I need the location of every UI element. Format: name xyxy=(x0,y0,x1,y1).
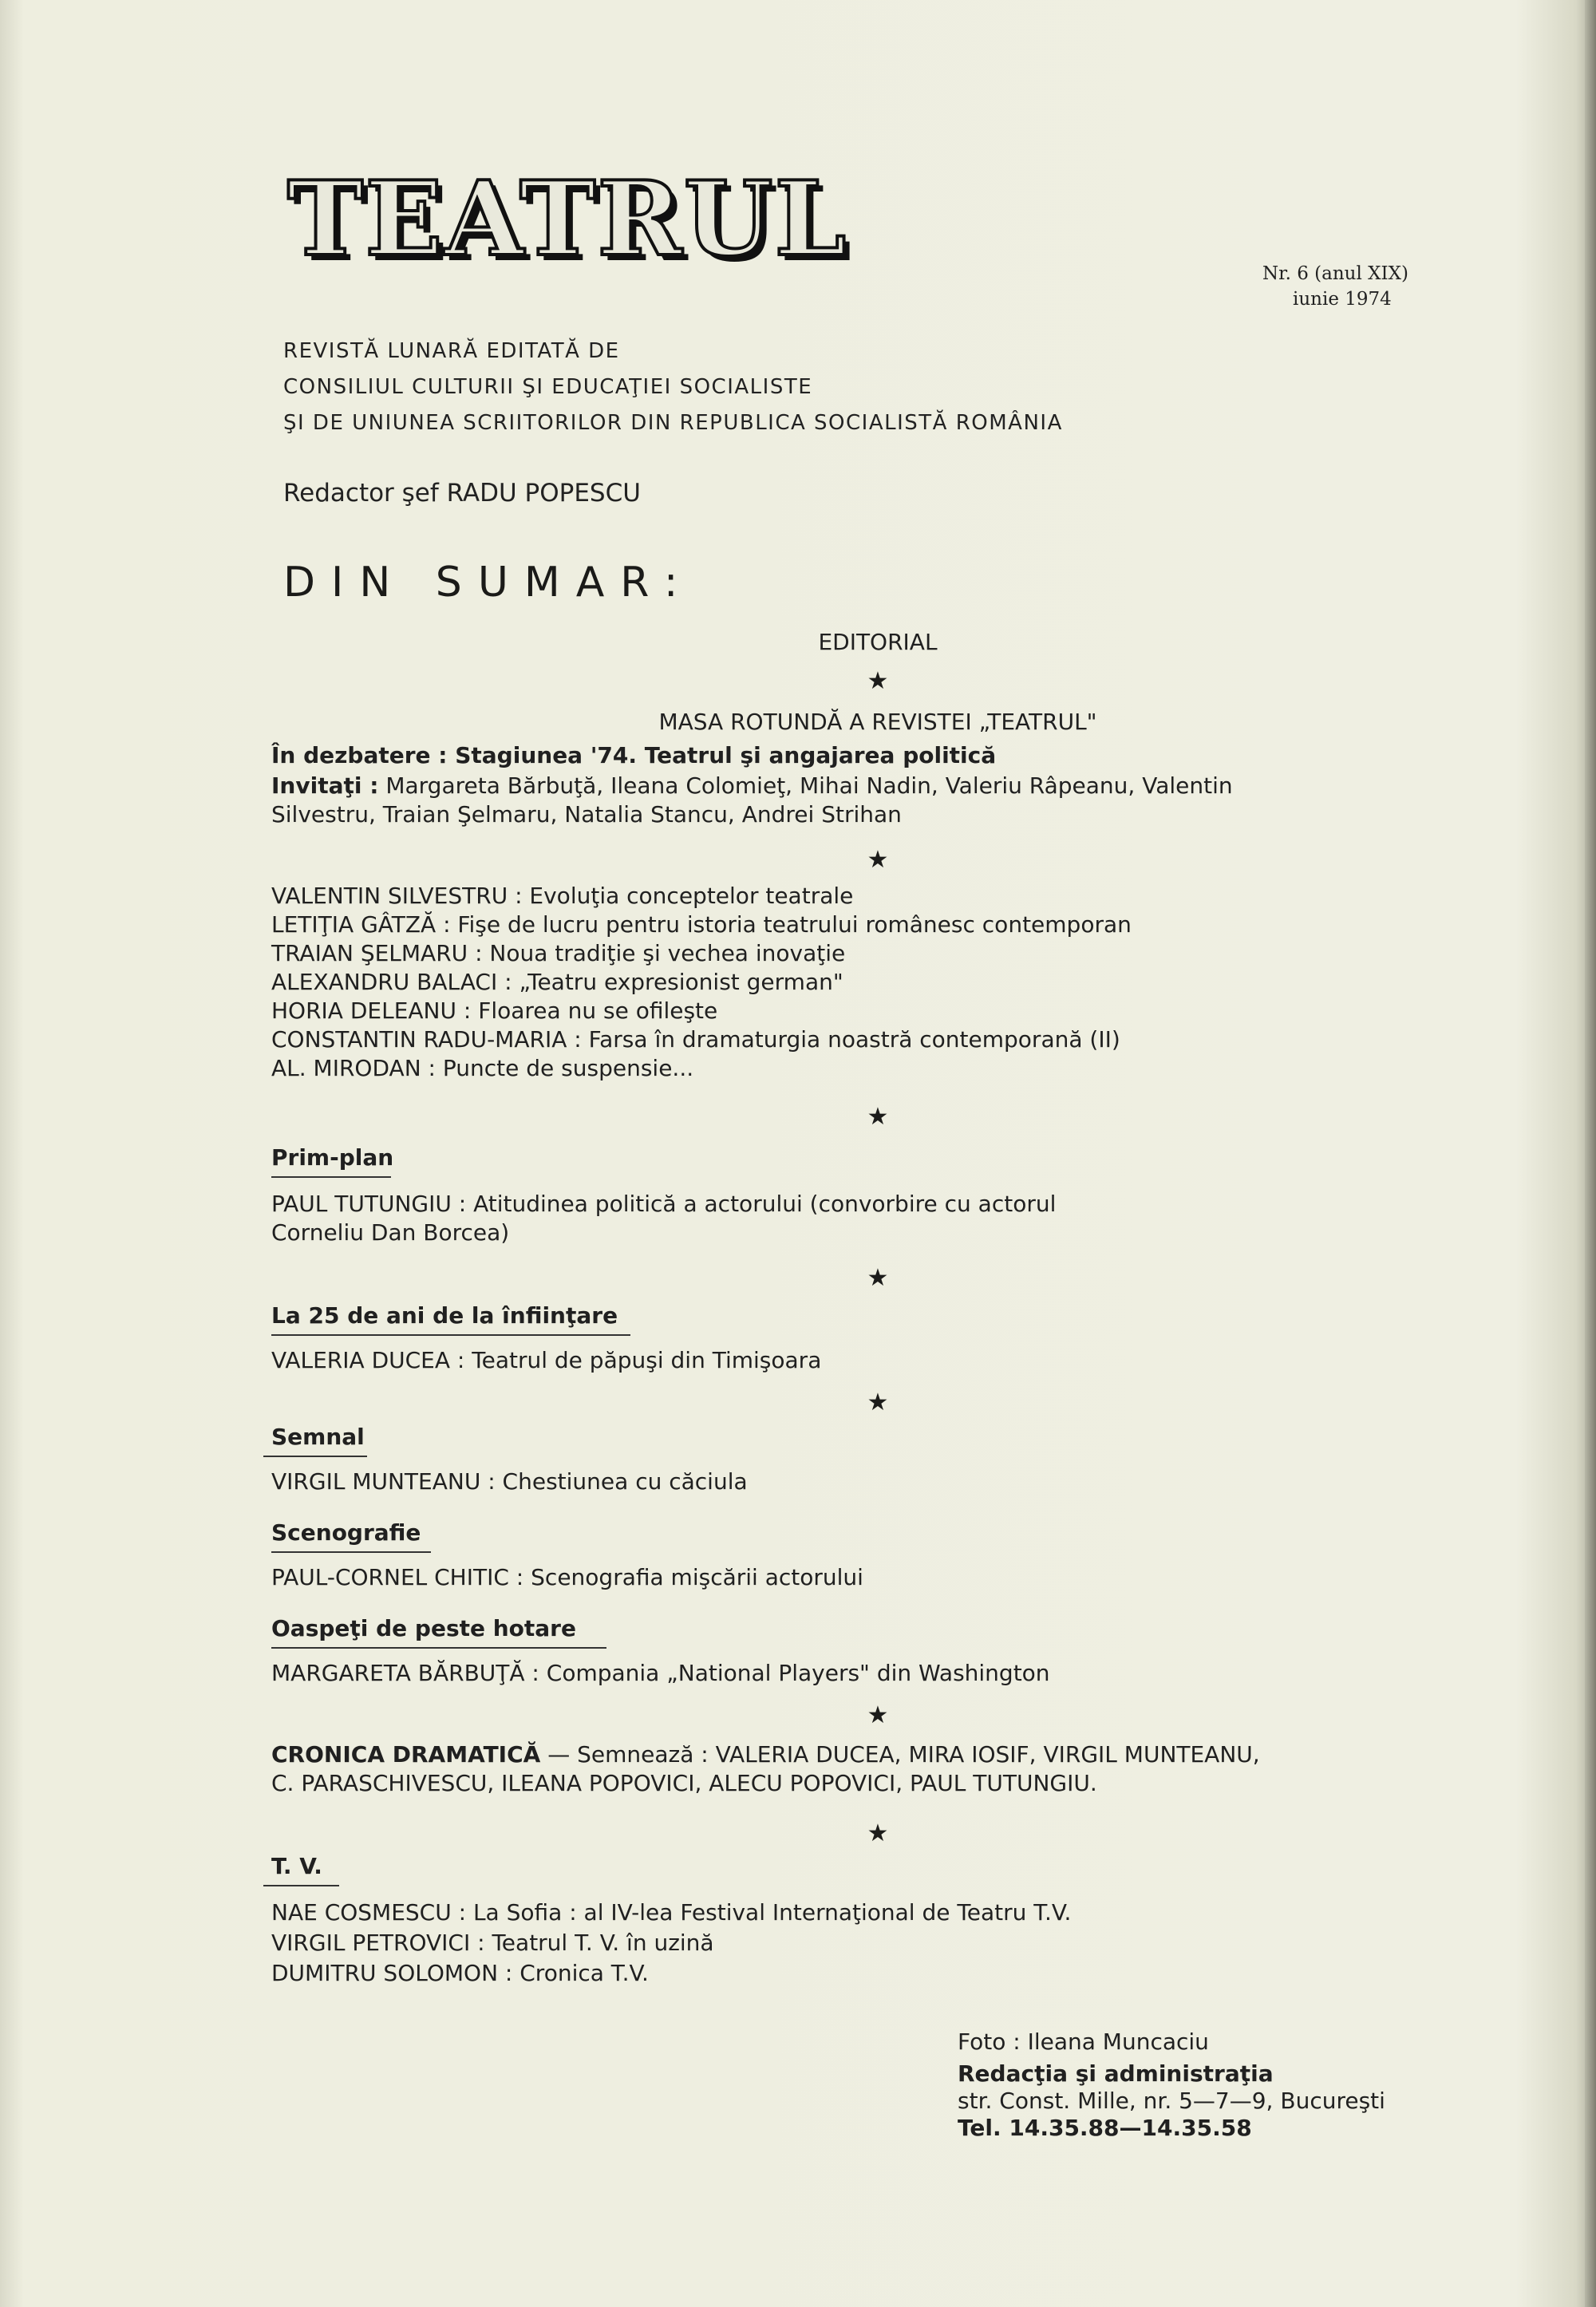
round-table-guests xyxy=(271,772,1233,800)
guests-line-1: Margareta Bărbuţă, Ileana Colomieţ, Mihai Nadin, Valeriu Râpeanu, Valentin xyxy=(385,772,1233,799)
heading-underline xyxy=(263,1885,339,1886)
guests-line-2: Silvestru, Traian Şelmaru, Natalia Stancu, Andrei Strihan xyxy=(271,801,902,828)
section-heading-semnal: Semnal xyxy=(271,1424,365,1450)
cronica-line-1 xyxy=(271,1741,1260,1768)
article-item: ALEXANDRU BALACI : „Teatru expresionist german" xyxy=(271,969,843,995)
section-heading-anniversary: La 25 de ani de la înfiinţare xyxy=(271,1302,618,1329)
star-separator: ★ xyxy=(867,1264,889,1292)
teatrul-logo xyxy=(287,160,862,279)
office-phone: Tel. 14.35.88—14.35.58 xyxy=(958,2115,1252,2141)
article-item: TRAIAN ŞELMARU : Noua tradiţie şi vechea inovaţie xyxy=(271,940,846,966)
logo-text: TEATRUL xyxy=(287,160,848,279)
publisher-line-2: CONSILIUL CULTURII ŞI EDUCAŢIEI SOCIALISTE xyxy=(283,375,813,399)
office-address: str. Const. Mille, nr. 5—7—9, Bucureşti xyxy=(958,2088,1385,2114)
article-item: CONSTANTIN RADU-MARIA : Farsa în dramaturgia noastră contemporană (II) xyxy=(271,1026,1120,1053)
heading-underline xyxy=(271,1551,431,1553)
cronica-line-2: C. PARASCHIVESCU, ILEANA POPOVICI, ALECU POPOVICI, PAUL TUTUNGIU. xyxy=(271,1770,1097,1796)
star-separator: ★ xyxy=(867,1701,889,1729)
semnal-line: VIRGIL MUNTEANU : Chestiunea cu căciula xyxy=(271,1468,748,1495)
photo-credit: Foto : Ileana Muncaciu xyxy=(958,2029,1209,2055)
guests-label: Invitaţi : xyxy=(271,772,379,799)
prim-plan-line-1: PAUL TUTUNGIU : Atitudinea politică a actorului (convorbire cu actorul xyxy=(271,1191,1057,1217)
cronica-label: CRONICA DRAMATICĂ xyxy=(271,1741,541,1768)
heading-underline xyxy=(271,1647,606,1649)
star-separator: ★ xyxy=(867,1819,889,1847)
section-heading-tv: T. V. xyxy=(271,1853,322,1879)
scenografie-line: PAUL-CORNEL CHITIC : Scenografia mişcării actorului xyxy=(271,1564,863,1590)
editorial-heading: EDITORIAL xyxy=(818,629,938,655)
article-item: VALENTIN SILVESTRU : Evoluţia conceptelor teatrale xyxy=(271,883,854,909)
guests-abroad-line: MARGARETA BĂRBUŢĂ : Compania „National Players" din Washington xyxy=(271,1660,1050,1686)
article-item: AL. MIRODAN : Puncte de suspensie... xyxy=(271,1055,694,1081)
round-table-debate: În dezbatere : Stagiunea '74. Teatrul şi angajarea politică xyxy=(271,742,997,768)
section-heading-prim-plan: Prim-plan xyxy=(271,1144,394,1171)
cronica-signers-1: — Semnează : VALERIA DUCEA, MIRA IOSIF, VIRGIL MUNTEANU, xyxy=(540,1741,1260,1768)
star-separator: ★ xyxy=(867,667,889,695)
publisher-line-3: ŞI DE UNIUNEA SCRIITORILOR DIN REPUBLICA SOCIALISTĂ ROMÂNIA xyxy=(283,411,1063,435)
summary-title: DIN SUMAR: xyxy=(283,559,694,606)
heading-underline xyxy=(271,1176,391,1178)
section-heading-scenografie: Scenografie xyxy=(271,1519,421,1546)
article-item: HORIA DELEANU : Floarea nu se ofileşte xyxy=(271,997,718,1024)
article-item: LETIŢIA GÂTZĂ : Fişe de lucru pentru istoria teatrului românesc contemporan xyxy=(271,911,1132,938)
issue-date: iunie 1974 xyxy=(1293,289,1392,310)
page-spine-edge xyxy=(1585,0,1596,2307)
publisher-line-1: REVISTĂ LUNARĂ EDITATĂ DE xyxy=(283,339,620,363)
round-table-title: MASA ROTUNDĂ A REVISTEI „TEATRUL" xyxy=(658,709,1097,735)
tv-line: DUMITRU SOLOMON : Cronica T.V. xyxy=(271,1960,649,1986)
heading-underline xyxy=(271,1334,630,1336)
star-separator: ★ xyxy=(867,1389,889,1416)
tv-line: VIRGIL PETROVICI : Teatrul T. V. în uzină xyxy=(271,1930,714,1956)
tv-line: NAE COSMESCU : La Sofia : al IV-lea Festival Internaţional de Teatru T.V. xyxy=(271,1899,1072,1926)
star-separator: ★ xyxy=(867,846,889,874)
editor-in-chief: Redactor şef RADU POPESCU xyxy=(283,479,641,508)
star-separator: ★ xyxy=(867,1103,889,1131)
prim-plan-line-2: Corneliu Dan Borcea) xyxy=(271,1219,510,1246)
office-heading: Redacţia şi administraţia xyxy=(958,2060,1274,2087)
issue-number: Nr. 6 (anul XIX) xyxy=(1262,263,1408,284)
heading-underline xyxy=(263,1456,367,1457)
anniversary-line: VALERIA DUCEA : Teatrul de păpuşi din Timişoara xyxy=(271,1347,822,1373)
section-heading-guests-abroad: Oaspeţi de peste hotare xyxy=(271,1615,576,1641)
